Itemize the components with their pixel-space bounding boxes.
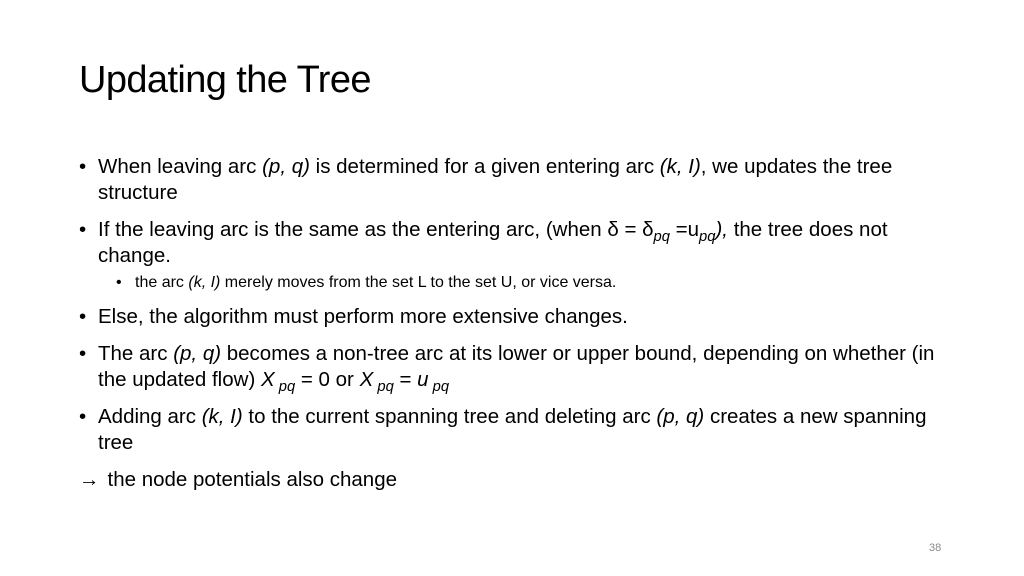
- text: , we updates the tree structure: [98, 155, 893, 204]
- bullet-icon: •: [79, 405, 87, 428]
- var-u: u: [417, 368, 429, 391]
- text: Adding arc: [98, 405, 202, 428]
- var-x: X: [359, 368, 374, 391]
- text: the tree does not change.: [98, 218, 888, 267]
- bullet-icon: •: [79, 305, 87, 328]
- slide-title: Updating the Tree: [79, 59, 371, 101]
- bullet-leaving-arc: [79, 154, 959, 206]
- text: to the current spanning tree and deleting arc: [242, 405, 657, 428]
- sub-bullet-arc-moves: [79, 272, 959, 294]
- text: When leaving arc: [98, 155, 263, 178]
- text: creates a new spanning tree: [98, 405, 927, 454]
- subscript-pq: pq: [699, 229, 716, 246]
- conclusion-line: [79, 467, 959, 493]
- subscript-pq: pq: [653, 229, 670, 246]
- text: the node potentials also change: [107, 468, 398, 491]
- text: =u: [669, 218, 700, 241]
- right-arrow-icon: →: [79, 468, 100, 491]
- text: the arc: [135, 274, 189, 291]
- arc-pq: (p, q): [656, 405, 705, 428]
- text: The arc: [98, 342, 174, 365]
- bullet-else: [79, 304, 959, 330]
- text: merely moves from the set L to the set U, or vice versa.: [220, 274, 617, 291]
- arc-pq: (p, q): [173, 342, 222, 365]
- text: becomes a non-tree arc at its lower or upper bound, depending on whether (in the updated flow): [98, 342, 935, 391]
- arc-pq: (p, q): [262, 155, 310, 178]
- subscript-pq: pq: [274, 379, 296, 396]
- bullet-icon: •: [79, 218, 87, 241]
- var-x: X: [260, 368, 275, 391]
- text: If the leaving arc is the same as the entering arc, (when δ = δ: [98, 218, 654, 241]
- text: =: [393, 368, 418, 391]
- arc-kl: (k, I): [659, 155, 701, 178]
- text: is determined for a given entering arc: [309, 155, 660, 178]
- bullet-non-tree-arc: [79, 341, 959, 396]
- arc-kl: (k, I): [201, 405, 243, 428]
- text: Else, the algorithm must perform more extensive changes.: [98, 305, 628, 328]
- slide-body: [79, 154, 959, 493]
- bullet-icon: •: [79, 342, 87, 365]
- bullet-adding-arc: [79, 404, 959, 456]
- text: = 0 or: [295, 368, 360, 391]
- text: ),: [715, 218, 728, 241]
- bullet-same-arc: [79, 217, 959, 269]
- subscript-pq: pq: [428, 379, 450, 396]
- bullet-icon: •: [116, 274, 122, 291]
- subscript-pq: pq: [373, 379, 394, 396]
- bullet-icon: •: [79, 155, 87, 178]
- page-number: 38: [929, 542, 942, 554]
- arc-kl: (k, I): [188, 274, 221, 291]
